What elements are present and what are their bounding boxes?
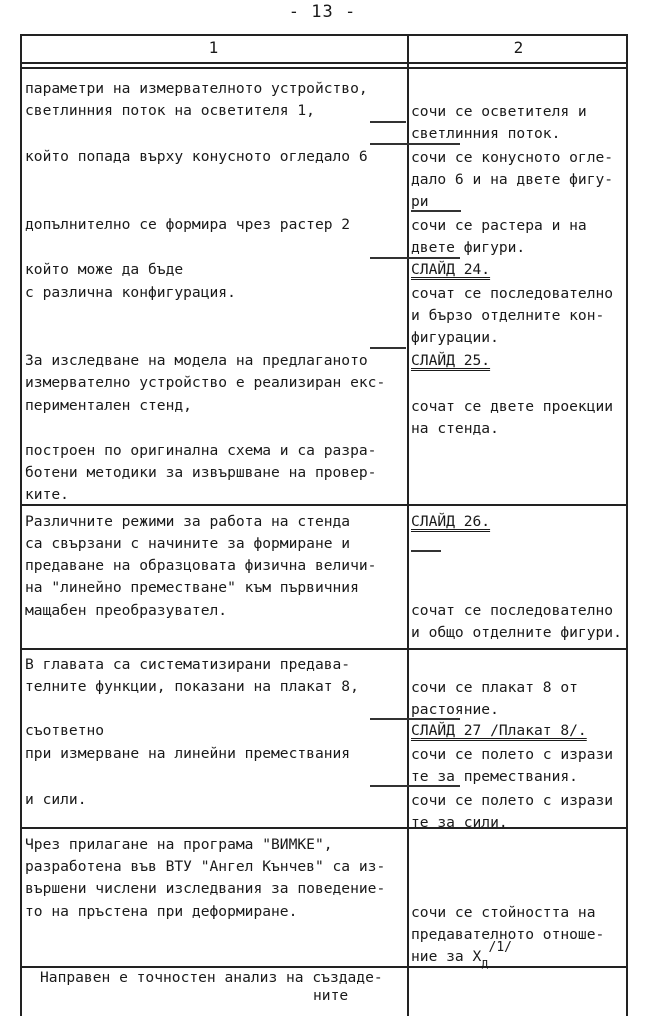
left-text-line: при измерване на линейни премествания: [25, 745, 351, 762]
right-text-line: дало 6 и на двете фигу-: [411, 171, 614, 188]
right-text-line: растояние.: [411, 701, 499, 718]
right-text-line: сочи се растера и на: [411, 217, 587, 234]
left-text-line: Направен е точностен анализ на създаде-: [40, 969, 383, 986]
right-text-line: сочи се плакат 8 от: [411, 679, 578, 696]
right-text-line: сочат се последователно: [411, 602, 614, 619]
left-text-line: ните: [313, 987, 349, 1004]
left-text-line: и сили.: [25, 791, 87, 808]
left-text-line: то на пръстена при деформиране.: [25, 903, 298, 920]
right-text-line: светлинния поток.: [411, 125, 561, 142]
right-text-line: двете фигури.: [411, 239, 526, 256]
left-text-line: вършени числени изследвания за поведение-: [25, 880, 386, 897]
slide-label: СЛАЙД 27 /Плакат 8/.: [411, 722, 587, 739]
left-text-line: предаване на образцовата физична величи-: [25, 557, 377, 574]
right-text-line: сочат се последователно: [411, 285, 614, 302]
right-text-line: и общо отделните фигури.: [411, 624, 622, 641]
left-text-line: За изследване на модела на предлаганото: [25, 352, 368, 369]
left-text-line: построен по оригинална схема и са разра-: [25, 442, 377, 459]
slide-label: СЛАЙД 25.: [411, 352, 491, 369]
section-divider: [20, 827, 628, 829]
cue-tick: [370, 347, 406, 349]
right-text-line: предавателното отноше-: [411, 926, 605, 943]
cue-tick: [370, 257, 460, 259]
column-header-1: 1: [208, 38, 219, 57]
right-text-line: сочи се стойността на: [411, 904, 596, 921]
cue-tick: [370, 121, 406, 123]
section-divider: [20, 504, 628, 506]
cue-tick: [411, 550, 441, 552]
formula-line: [411, 940, 513, 970]
right-text-line: сочи се конусното огле-: [411, 149, 614, 166]
right-text-line: сочи се осветителя и: [411, 103, 587, 120]
left-text-line: допълнително се формира чрез растер 2: [25, 216, 351, 233]
left-text-line: измервателно устройство е реализиран екс-: [25, 374, 386, 391]
left-text-line: който попада върху конусното огледало 6: [25, 148, 368, 165]
left-text-line: периментален стенд,: [25, 397, 192, 414]
left-text-line: съответно: [25, 722, 105, 739]
column-separator: [407, 34, 409, 1016]
section-divider: [20, 648, 628, 650]
left-text-line: ките.: [25, 486, 69, 503]
left-text-line: с различна конфигурация.: [25, 284, 236, 301]
column-header-2: 2: [513, 38, 524, 57]
cue-tick: [370, 785, 460, 787]
cue-tick: [370, 718, 460, 720]
right-text-line: и бързо отделните кон-: [411, 307, 605, 324]
left-text-line: В главата са систематизирани предава-: [25, 656, 351, 673]
header-rule: [20, 62, 628, 64]
page-number: - 13 -: [288, 2, 357, 22]
right-text-line: те за премествания.: [411, 768, 578, 785]
slide-label: СЛАЙД 26.: [411, 513, 491, 530]
right-text-line: сочат се двете проекции: [411, 398, 614, 415]
formula-subscript: д: [481, 956, 489, 970]
right-text-line: на стенда.: [411, 420, 499, 437]
left-text-line: Чрез прилагане на програма "ВИМКЕ",: [25, 836, 333, 853]
left-text-line: разработена във ВТУ "Ангел Кънчев" са из-: [25, 858, 386, 875]
cue-tick: [370, 143, 460, 145]
left-text-line: са свързани с начините за формиране и: [25, 535, 351, 552]
left-text-line: който може да бъде: [25, 261, 184, 278]
header-rule-double: [20, 67, 628, 69]
cue-tick: [411, 210, 461, 212]
right-text-line: фигурации.: [411, 329, 499, 346]
slide-label: СЛАЙД 24.: [411, 261, 491, 278]
left-text-line: светлинния поток на осветителя 1,: [25, 102, 315, 119]
formula-text: ние за Х: [411, 948, 482, 965]
left-text-line: Различните режими за работа на стенда: [25, 513, 351, 530]
right-text-line: сочи се полето с изрази: [411, 792, 614, 809]
right-text-line: сочи се полето с изрази: [411, 746, 614, 763]
right-text-line: те за сили.: [411, 814, 508, 831]
left-text-line: ботени методики за извършване на провер-: [25, 464, 377, 481]
formula-superscript: /1/: [488, 940, 513, 955]
left-text-line: на "линейно преместване" към първичния: [25, 579, 359, 596]
left-text-line: параметри на измервателното устройство,: [25, 80, 368, 97]
left-text-line: мащабен преобразувател.: [25, 602, 228, 619]
right-text-line: ри: [411, 193, 429, 210]
left-text-line: телните функции, показани на плакат 8,: [25, 678, 359, 695]
